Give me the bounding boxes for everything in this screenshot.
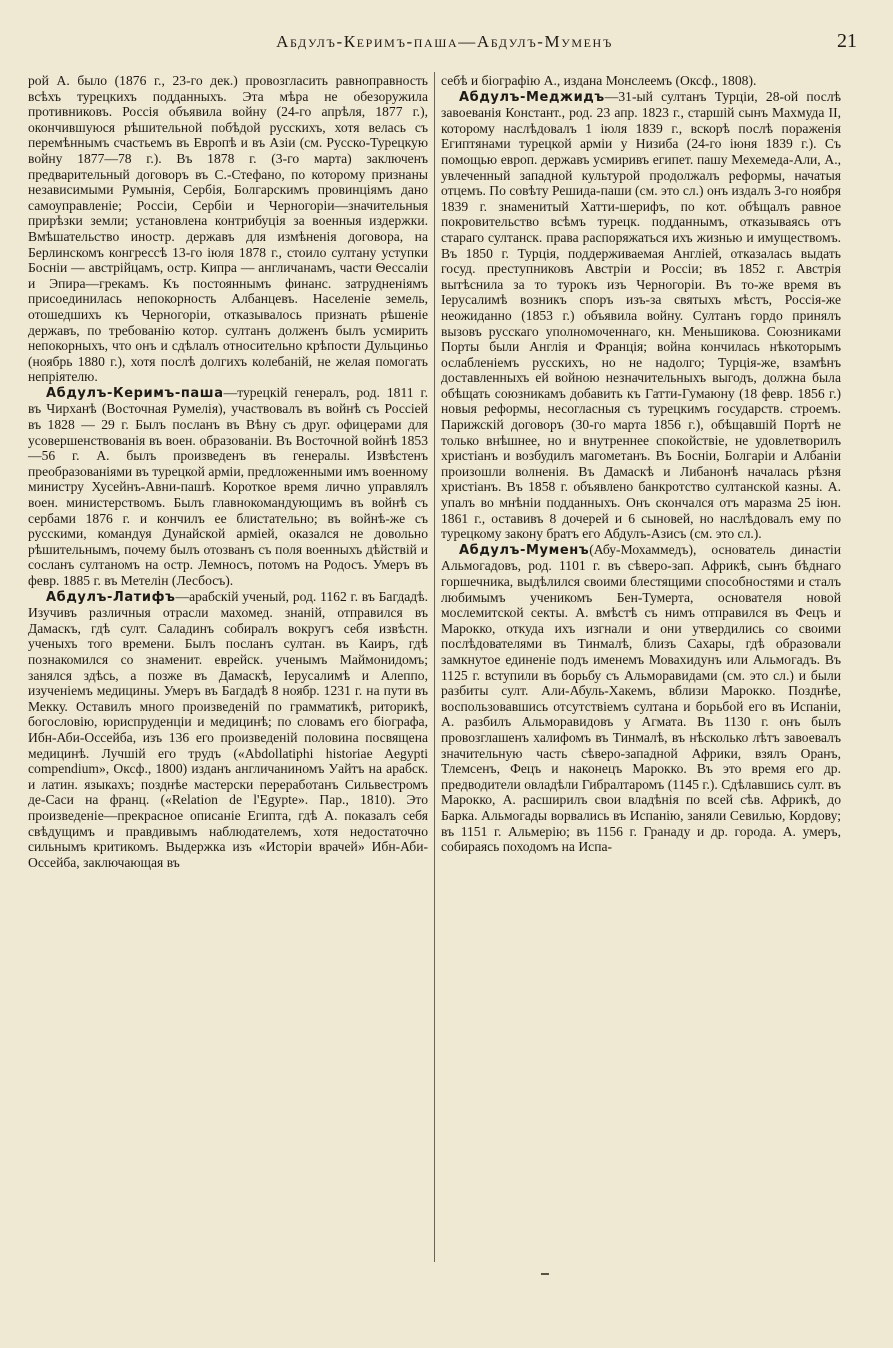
entry-abdul-mumen: [441, 542, 841, 855]
running-title: Абдулъ-Керимъ-паша—Абдулъ-Муменъ: [276, 32, 613, 51]
entry-text: —арабскій ученый, род. 1162 г. въ Багдадѣ. Изучивъ различныя отрасли махомед. знаній, отправился въ Дамаскъ, гдѣ султ. Саладинъ собиралъ вокругъ себя извѣстн. ученыхъ того времени. Былъ посланъ султан. въ Каиръ, гдѣ познакомился со знаменит. еврейск. ученымъ Маймонидомъ; занялся здѣсь, а позже въ Дамаскѣ, Іерусалимѣ и Алеппо, изученіемъ медицины. Умеръ въ Багдадѣ 8 ноябр. 1231 г. на пути въ Мекку. Оставилъ много произведеній по грамматикѣ, риторикѣ, богословію, юриспруденціи и медицинѣ; по словамъ его біографа, Ибн-Аби-Оссейба, изъ 136 его произведеній половина посвящена медицинѣ. Лучшій его трудъ («Abdollatiphi historiae Aegypti compendium», Оксф., 1800) изданъ англичаниномъ Уайтъ на арабск. и латин. языкахъ; позднѣе мастерски переработанъ Сильвестромъ де-Саси на франц. («Relation de l'Egypte». Пар., 1810). Это произведеніе—прекрасное описаніе Египта, гдѣ А. показалъ себя свѣдущимъ и правдивымъ наблюдателемъ, хотя недостаточно сильнымъ критикомъ. Выдержка изъ «Исторіи врачей» Ибн-Аби-Оссейба, заключающая въ: [28, 588, 428, 870]
printer-mark: [541, 1273, 549, 1275]
entry-abdul-kerim-pasha: [28, 385, 428, 589]
headword: Абдулъ-Муменъ: [459, 542, 590, 558]
headword: Абдулъ-Меджидъ: [459, 89, 605, 105]
entry-text: —турецкій генералъ, род. 1811 г. въ Чирханѣ (Восточная Румелія), участвовалъ въ войнѣ съ Россіей въ 1828 — 29 г. Былъ посланъ въ Вѣну съ друг. офицерами для усовершенствованія въ воен. образованіи. Въ Восточной войнѣ 1853—56 г. А. былъ произведенъ въ генералы. Извѣстенъ преобразованіями въ турецкой арміи, предложенными имъ военному министру Хусейнъ-Авни-пашѣ. Короткое время лично управлялъ воен. министерствомъ. Былъ главнокомандующимъ въ войнѣ съ сербами 1876 г. и кончилъ ее блистательно; въ войнѣ-же съ русскими, командуя Дунайской арміей, оказался не довольно рѣшительнымъ, почему былъ отозванъ съ поля военныхъ дѣйствій и сосланъ султаномъ на остр. Лемносъ, потомъ на Родосъ. Умеръ въ февр. 1885 г. въ Метелін (Лесбосъ).: [28, 384, 428, 588]
continued-paragraph: рой А. было (1876 г., 23-го дек.) провозгласить равноправность всѣхъ турецкихъ подданныхъ. Эта мѣра не обезоружила противниковъ. Россія объявила войну (24-го апрѣля, 1877 г.), окончившуюся рѣшительной побѣдой русскихъ, хотя велась съ перемѣннымъ счастьемъ въ Европѣ и въ Азіи (см. Русско-Турецкую войну 1877—78 г.). Въ 1878 г. (3-го марта) заключенъ предварительный договоръ въ С.-Стефано, по которому признаны независимыми Румынія, Сербія, Болгарскимъ провинціямъ дано самоуправленіе; Россіи, Сербіи и Черногоріи—значительныя прирѣзки земли; установлена контрибуція за военныя издержки. Вмѣшательство иностр. державъ для измѣненія договора, на Берлинскомъ конгрессѣ 13-го іюля 1878 г., стоило султану уступки Босніи — австрійцамъ, остр. Кипра — англичанамъ, части Ѳессаліи и Эпира—грекамъ. Къ постояннымъ финанс. затрудненіямъ присоединилась непокорность Албанцевъ. Населеніе земель, отошедшихъ къ Черногоріи, отказывалось признать рѣшеніе державъ, по требованію котор. султанъ долженъ былъ усмирить непокорныхъ, что онъ и сдѣлалъ относительно крѣпости Дульциньо (ноябрь 1880 г.), хотя послѣ долгихъ колебаній, не желая помогать непріятелю.: [28, 73, 428, 385]
continued-paragraph: себѣ и біографію А., издана Монслеемъ (Оксф., 1808).: [441, 73, 757, 88]
entry-abdul-latif: [28, 589, 428, 871]
left-column: [28, 73, 428, 870]
headword: Абдулъ-Латифъ: [46, 589, 176, 605]
page-number: 21: [837, 30, 857, 52]
entry-text: (Абу-Мохаммедъ), основатель династіи Альмогадовъ, род. 1101 г. въ сѣверо-зап. Африкѣ, сынъ бѣднаго горшечника, выдѣлился своими блестящими способностями и сталъ любимымъ ученикомъ Бен-Тумерта, основателя новой мослемитской секты. А. вмѣстѣ съ нимъ отправился въ Фецъ и Марокко, откуда ихъ изгнали и они утвердились со своими послѣдователями въ Тинмалѣ, близъ Сахары, гдѣ образовали замкнутое единеніе подъ именемъ Мовахидунъ или Альмогадъ. Въ 1125 г. вступили въ борьбу съ Альморавидами (см. это сл.) и были разбиты султ. Али-Абуль-Хакемъ, вблизи Марокко. Позднѣе, воспользовавшись отсутствіемъ султана и борьбой его въ Испаніи, А. разбилъ Альморавидовъ у Агмата. Въ 1130 г. онъ былъ провозглашенъ халифомъ въ Тинмалѣ, въ нѣсколько лѣтъ завоевалъ значительную часть сѣверо-западной Африки, взялъ Оранъ, Тлемсенъ, Фецъ и наконецъ Марокко. Въ это время его др. предводители овладѣли Гибралтаромъ (1145 г.). Сдѣлавшись султ. въ Марокко, А. расширилъ свои владѣнія по всей сѣв. Африкѣ, до Барка. Альмогады ворвались въ Испанію, заняли Севилью, Кордову; въ 1151 г. Альмерію; въ 1156 г. Гранаду и др. города. А. умеръ, собираясь походомъ на Испа-: [441, 541, 841, 855]
entry-abdul-medzhid: [441, 89, 841, 542]
headword: Абдулъ-Керимъ-паша: [46, 385, 224, 401]
right-column: [441, 73, 841, 855]
column-divider: [434, 72, 435, 1262]
page-header: [30, 30, 859, 58]
entry-text: —31-ый султанъ Турціи, 28-ой послѣ завоеванія Констант., род. 23 апр. 1823 г., старшій сынъ Махмуда II, которому наслѣдовалъ 1 іюля 1839 г., вскорѣ послѣ пораженія Египтянами турецкой арміи у Низиба (24-го іюня 1839 г.). Съ помощью европ. державъ усмиривъ египет. пашу Мехемеда-Али, А., увлеченный западной культурой продолжалъ реформы, начатыя отцемъ. По совѣту Решида-паши (см. это сл.) онъ издалъ 3-го ноября 1839 г. знаменитый Хатти-шерифъ, по кот. обѣщалъ равное покровительство всѣмъ турецк. подданнымъ, отказываясь отъ стараго султанск. права распоряжаться ихъ жизнью и имуществомъ. Въ 1850 г. Турція, поддерживаемая Англіей, отказалась выдать госуд. преступниковъ Австріи и Россіи; въ 1852 г. Австрія вытѣснила за то турокъ изъ Черногоріи. Въ то-же время въ Іерусалимѣ возникъ споръ изъ-за святыхъ мѣстъ, Россія-же неожиданно (1853 г.) объявила войну. Султанъ гордо принялъ вызовъ русскаго уполномоченнаго, кн. Меньшикова. Союзниками Порты были Англія и Франція; война кончилась нѣкоторымъ ослабленіемъ русскихъ, но не надолго; Турція-же, взамѣнъ доставленныхъ ей войною незначительныхъ выгодъ, должна была обѣщать союзникамъ добавить къ Гатти-Гумаюну (18 февр. 1856 г.) новыя реформы, несогласныя съ турецкимъ государств. строемъ. Парижскій договоръ (30-го марта 1856 г.), обѣщавшій Портѣ не только внѣшнее, но и внутреннее спокойствіе, не удовлетворилъ христіанъ и возбудилъ магометанъ. Въ Босніи, Болгаріи и Албаніи произошли волненія. Въ Дамаскѣ и Либанонѣ началась рѣзня христіанъ. Въ 1858 г. объявлено банкротство султанской казны. А. упалъ во мнѣніи подданныхъ. Онъ скончался отъ маразма 25 іюн. 1861 г., оставивъ 8 дочерей и 6 сыновей, но наслѣдовалъ ему по турецкому закону братъ его Абдулъ-Азисъ (см. это сл.).: [441, 88, 841, 542]
